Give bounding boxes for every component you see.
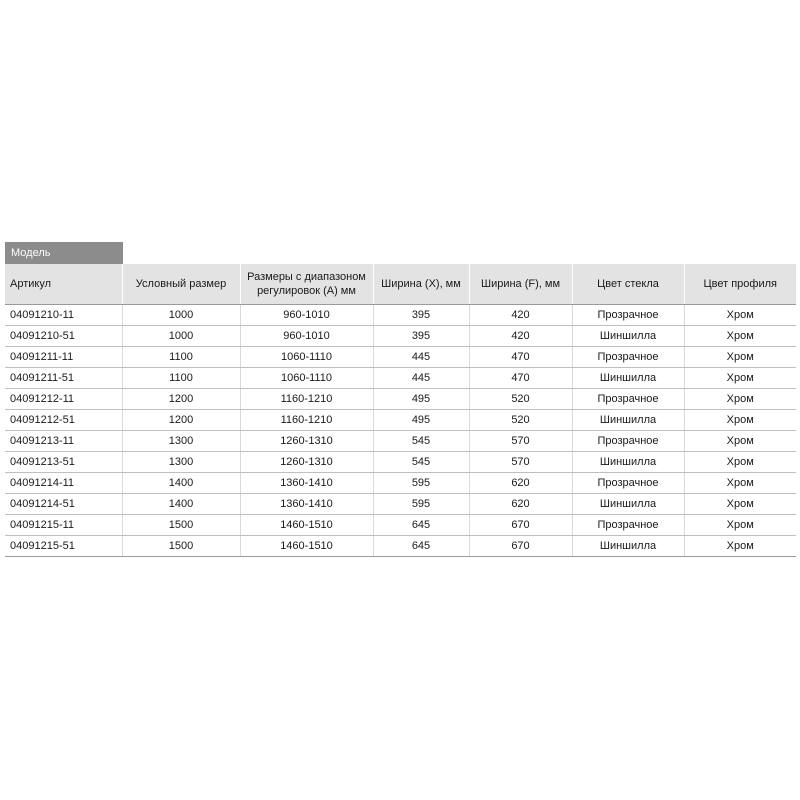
table-row [5, 493, 796, 514]
cell-glass-color: Шиншилла [572, 535, 684, 556]
cell-width-f: 670 [469, 535, 572, 556]
table-row [5, 346, 796, 367]
cell-nominal-size: 1300 [122, 451, 240, 472]
cell-adjustment-range: 960-1010 [240, 304, 373, 325]
table-row [5, 325, 796, 346]
cell-adjustment-range: 1460-1510 [240, 514, 373, 535]
header-row [5, 264, 796, 304]
spec-table-header [5, 264, 796, 304]
cell-article: 04091212-51 [5, 409, 122, 430]
cell-profile-color: Хром [684, 535, 796, 556]
cell-adjustment-range: 1160-1210 [240, 409, 373, 430]
table-row [5, 304, 796, 325]
header-glass-color: Цвет стекла [572, 264, 684, 304]
cell-width-x: 495 [373, 388, 469, 409]
cell-nominal-size: 1400 [122, 493, 240, 514]
cell-width-x: 545 [373, 430, 469, 451]
cell-article: 04091215-51 [5, 535, 122, 556]
cell-width-f: 620 [469, 493, 572, 514]
cell-adjustment-range: 1260-1310 [240, 430, 373, 451]
cell-adjustment-range: 1160-1210 [240, 388, 373, 409]
cell-adjustment-range: 1060-1110 [240, 346, 373, 367]
cell-width-x: 595 [373, 472, 469, 493]
cell-adjustment-range: 1360-1410 [240, 472, 373, 493]
cell-profile-color: Хром [684, 325, 796, 346]
cell-glass-color: Прозрачное [572, 472, 684, 493]
cell-glass-color: Шиншилла [572, 451, 684, 472]
table-row [5, 409, 796, 430]
cell-width-f: 520 [469, 409, 572, 430]
cell-glass-color: Шиншилла [572, 367, 684, 388]
cell-article: 04091212-11 [5, 388, 122, 409]
cell-nominal-size: 1100 [122, 367, 240, 388]
cell-article: 04091210-11 [5, 304, 122, 325]
cell-width-f: 520 [469, 388, 572, 409]
cell-profile-color: Хром [684, 430, 796, 451]
cell-width-f: 470 [469, 367, 572, 388]
cell-article: 04091214-51 [5, 493, 122, 514]
spec-table [5, 264, 796, 557]
cell-profile-color: Хром [684, 304, 796, 325]
cell-profile-color: Хром [684, 451, 796, 472]
cell-glass-color: Прозрачное [572, 304, 684, 325]
cell-width-x: 495 [373, 409, 469, 430]
cell-width-f: 570 [469, 451, 572, 472]
cell-width-f: 620 [469, 472, 572, 493]
table-row [5, 367, 796, 388]
cell-width-x: 445 [373, 346, 469, 367]
cell-nominal-size: 1000 [122, 304, 240, 325]
table-row [5, 451, 796, 472]
cell-profile-color: Хром [684, 388, 796, 409]
cell-profile-color: Хром [684, 514, 796, 535]
cell-width-x: 595 [373, 493, 469, 514]
cell-nominal-size: 1300 [122, 430, 240, 451]
cell-width-f: 570 [469, 430, 572, 451]
cell-adjustment-range: 1260-1310 [240, 451, 373, 472]
cell-adjustment-range: 1060-1110 [240, 367, 373, 388]
cell-width-x: 645 [373, 514, 469, 535]
cell-nominal-size: 1200 [122, 409, 240, 430]
spec-table-container [5, 264, 796, 557]
table-row [5, 388, 796, 409]
cell-nominal-size: 1500 [122, 535, 240, 556]
cell-profile-color: Хром [684, 493, 796, 514]
cell-profile-color: Хром [684, 472, 796, 493]
cell-width-f: 420 [469, 304, 572, 325]
cell-profile-color: Хром [684, 367, 796, 388]
table-row [5, 472, 796, 493]
model-section-tab: Модель [5, 242, 123, 264]
header-adjustment-range: Размеры с диапазоном регулировок (А) мм [240, 264, 373, 304]
cell-profile-color: Хром [684, 346, 796, 367]
cell-width-x: 395 [373, 304, 469, 325]
cell-glass-color: Прозрачное [572, 388, 684, 409]
cell-glass-color: Шиншилла [572, 493, 684, 514]
header-article: Артикул [5, 264, 122, 304]
cell-width-x: 395 [373, 325, 469, 346]
cell-glass-color: Прозрачное [572, 514, 684, 535]
cell-glass-color: Шиншилла [572, 325, 684, 346]
table-row [5, 514, 796, 535]
header-profile-color: Цвет профиля [684, 264, 796, 304]
cell-width-f: 670 [469, 514, 572, 535]
cell-nominal-size: 1200 [122, 388, 240, 409]
header-width-x: Ширина (X), мм [373, 264, 469, 304]
cell-article: 04091214-11 [5, 472, 122, 493]
cell-profile-color: Хром [684, 409, 796, 430]
cell-width-x: 645 [373, 535, 469, 556]
cell-article: 04091213-11 [5, 430, 122, 451]
cell-article: 04091211-51 [5, 367, 122, 388]
cell-nominal-size: 1000 [122, 325, 240, 346]
cell-glass-color: Прозрачное [572, 346, 684, 367]
cell-article: 04091213-51 [5, 451, 122, 472]
cell-glass-color: Прозрачное [572, 430, 684, 451]
header-nominal-size: Условный размер [122, 264, 240, 304]
cell-adjustment-range: 1460-1510 [240, 535, 373, 556]
cell-width-f: 420 [469, 325, 572, 346]
spec-table-body [5, 304, 796, 556]
header-width-f: Ширина (F), мм [469, 264, 572, 304]
cell-article: 04091215-11 [5, 514, 122, 535]
cell-article: 04091210-51 [5, 325, 122, 346]
cell-article: 04091211-11 [5, 346, 122, 367]
cell-nominal-size: 1400 [122, 472, 240, 493]
cell-glass-color: Шиншилла [572, 409, 684, 430]
table-row [5, 430, 796, 451]
cell-adjustment-range: 1360-1410 [240, 493, 373, 514]
table-row [5, 535, 796, 556]
cell-nominal-size: 1100 [122, 346, 240, 367]
cell-width-x: 545 [373, 451, 469, 472]
cell-width-f: 470 [469, 346, 572, 367]
cell-adjustment-range: 960-1010 [240, 325, 373, 346]
cell-width-x: 445 [373, 367, 469, 388]
cell-nominal-size: 1500 [122, 514, 240, 535]
